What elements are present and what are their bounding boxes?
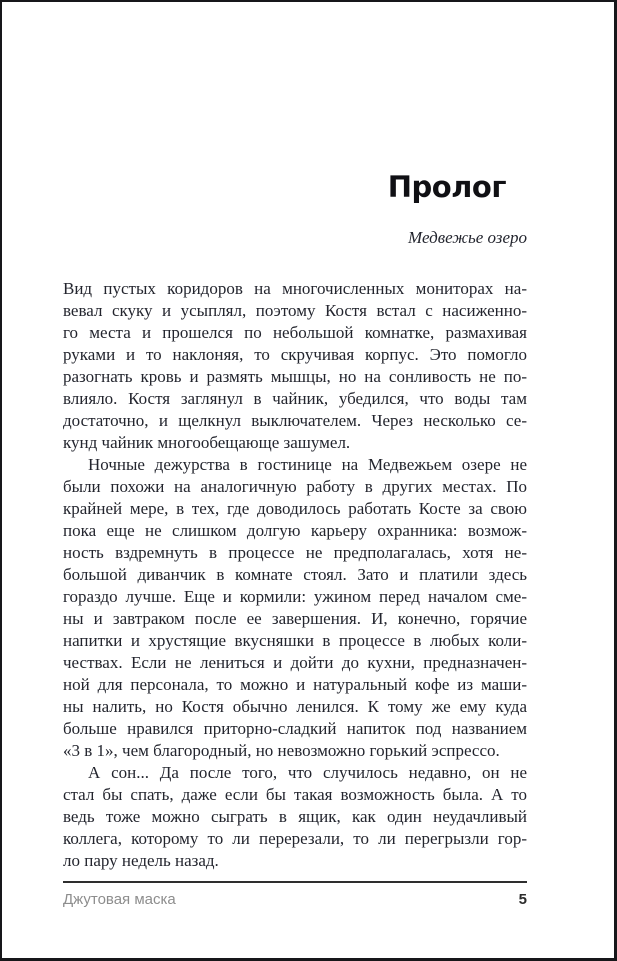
text-line: ло пару недель назад. — [63, 851, 219, 870]
text-line: кунд чайник многообещающе зашумел. — [63, 433, 351, 452]
text-line: ной для персонала, то можно и натуральный кофе из маши- — [63, 675, 527, 694]
footer-page-number: 5 — [518, 891, 527, 908]
text-line: вевал скуку и усыплял, поэтому Костя встал с насиженно- — [63, 301, 527, 320]
text-line: были похожи на аналогичную работу в других местах. По — [63, 477, 527, 496]
body-text — [63, 278, 527, 872]
chapter-subtitle: Медвежье озеро — [408, 228, 527, 247]
page-footer — [63, 891, 527, 908]
text-line: влияло. Костя заглянул в чайник, убедился, что воды там — [63, 389, 527, 408]
page-content — [63, 2, 527, 908]
footer-divider — [63, 881, 527, 883]
text-line: А сон... Да после того, что случилось недавно, он не — [88, 763, 527, 782]
text-line: ны налить, но Костя обычно ленился. К тому же ему куда — [63, 697, 527, 716]
text-line: разогнать кровь и размять мышцы, но на сонливость не по- — [63, 367, 527, 386]
text-line: ность вздремнуть в процессе не предполагалась, хотя не- — [63, 543, 527, 562]
book-page — [2, 2, 614, 958]
text-line: достаточно, и щелкнул выключателем. Через несколько се- — [63, 411, 527, 430]
text-line: Ночные дежурства в гостинице на Медвежьем озере не — [88, 455, 527, 474]
text-line: ны и завтраком после ее завершения. И, конечно, горячие — [63, 609, 527, 628]
text-line: гораздо лучше. Еще и кормили: ужином перед началом сме- — [63, 587, 527, 606]
text-line: Вид пустых коридоров на многочисленных мониторах на- — [63, 279, 527, 298]
text-line: го места и прошелся по небольшой комнатке, размахивая — [63, 323, 527, 342]
text-line: крайней мере, в тех, где доводилось работать Косте за свою — [63, 499, 527, 518]
chapter-title: Пролог — [387, 170, 506, 204]
footer-book-title: Джутовая маска — [63, 891, 176, 908]
text-line: напитки и хрустящие вкусняшки в процессе в любых коли- — [63, 631, 527, 650]
text-line: коллега, которому то ли перерезали, то ли перегрызли гор- — [63, 829, 527, 848]
text-line: пока еще не слишком долгую карьеру охранника: возмож- — [63, 521, 527, 540]
text-line: большой диванчик в комнате стоял. Зато и платили здесь — [63, 565, 527, 584]
text-line: больше нравился приторно-сладкий напиток под названием — [63, 719, 527, 738]
text-line: чествах. Если не лениться и дойти до кухни, предназначен- — [63, 653, 527, 672]
text-line: ведь тоже можно сыграть в ящик, как один неудачливый — [63, 807, 527, 826]
text-line: стал бы спать, даже если бы такая возможность была. А то — [63, 785, 527, 804]
text-line: «3 в 1», чем благородный, но невозможно горький эспрессо. — [63, 741, 500, 760]
text-line: руками и то наклоняя, то скручивая корпус. Это помогло — [63, 345, 527, 364]
